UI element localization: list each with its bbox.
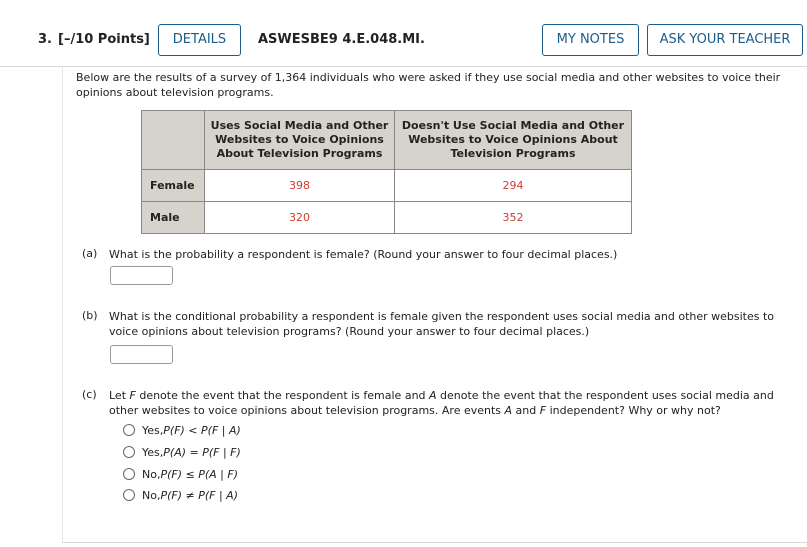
- table-header-doesnt-use: Doesn't Use Social Media and Other Websites to Voice Opinions About Television Programs: [395, 111, 632, 170]
- survey-table: [141, 110, 632, 234]
- option-3[interactable]: [123, 466, 238, 482]
- option-1-expr: P(F) < P(F | A): [163, 423, 241, 437]
- question-header: [0, 0, 807, 67]
- radio-button[interactable]: [123, 446, 135, 458]
- option-1-prefix: Yes,: [142, 423, 164, 437]
- part-c-var-a2: A: [504, 404, 513, 417]
- option-4[interactable]: [123, 487, 238, 503]
- option-3-expr: P(F) ≤ P(A | F): [160, 467, 238, 481]
- part-a-text: What is the probability a respondent is female? (Round your answer to four decimal places.): [109, 248, 618, 261]
- cell-male-doesnt-use: 352: [395, 202, 632, 234]
- part-a-answer-input[interactable]: [110, 266, 173, 285]
- part-b-text: What is the conditional probability a respondent is female given the respondent uses social media and other websites to voice opinions about television programs? (Round your answer to four decimal places.): [109, 310, 775, 338]
- option-2-expr: P(A) = P(F | F): [163, 445, 241, 459]
- table-header-uses: Uses Social Media and Other Websites to Voice Opinions About Television Programs: [205, 111, 395, 170]
- cell-male-uses: 320: [205, 202, 395, 234]
- part-c-var-a: A: [429, 389, 437, 402]
- cell-female-doesnt-use: 294: [395, 170, 632, 202]
- part-c-text: [109, 388, 789, 418]
- option-4-prefix: No,: [142, 488, 161, 502]
- row-label-male: Male: [142, 202, 205, 234]
- part-c-text-5: independent? Why or why not?: [546, 404, 721, 417]
- option-4-expr: P(F) ≠ P(F | A): [160, 488, 238, 502]
- part-c-text-2: denote the event that the respondent is female and: [135, 389, 430, 402]
- part-c-text-1: Let: [109, 389, 130, 402]
- table-row: [142, 170, 632, 202]
- radio-button[interactable]: [123, 424, 135, 436]
- my-notes-button[interactable]: MY NOTES: [542, 24, 639, 56]
- option-2[interactable]: [123, 444, 241, 460]
- cell-female-uses: 398: [205, 170, 395, 202]
- question-intro: Below are the results of a survey of 1,364 individuals who were asked if they use social media and other websites to voice their opinions about television programs.: [76, 71, 781, 99]
- part-c-letter: (c): [82, 388, 97, 401]
- part-c-text-3: denote the event that the respondent uses social media and other websites to voice opinions about television programs. Are events: [109, 389, 774, 417]
- table-row: [142, 202, 632, 234]
- option-3-prefix: No,: [142, 467, 161, 481]
- question-points: [–/10 Points]: [58, 32, 150, 47]
- radio-button[interactable]: [123, 489, 135, 501]
- part-c-var-f: F: [129, 389, 136, 402]
- details-button[interactable]: DETAILS: [158, 24, 241, 56]
- question-number: 3.: [38, 32, 52, 47]
- radio-button[interactable]: [123, 468, 135, 480]
- question-code: ASWESBE9 4.E.048.MI.: [258, 32, 425, 47]
- part-a-letter: (a): [82, 247, 98, 260]
- part-b-answer-input[interactable]: [110, 345, 173, 364]
- part-b-letter: (b): [82, 309, 98, 322]
- option-1[interactable]: [123, 422, 241, 438]
- option-2-prefix: Yes,: [142, 445, 164, 459]
- part-c-text-4: and: [512, 404, 540, 417]
- ask-teacher-button[interactable]: ASK YOUR TEACHER: [647, 24, 803, 56]
- part-c-var-f2: F: [539, 404, 547, 417]
- row-label-female: Female: [142, 170, 205, 202]
- table-corner: [142, 111, 205, 170]
